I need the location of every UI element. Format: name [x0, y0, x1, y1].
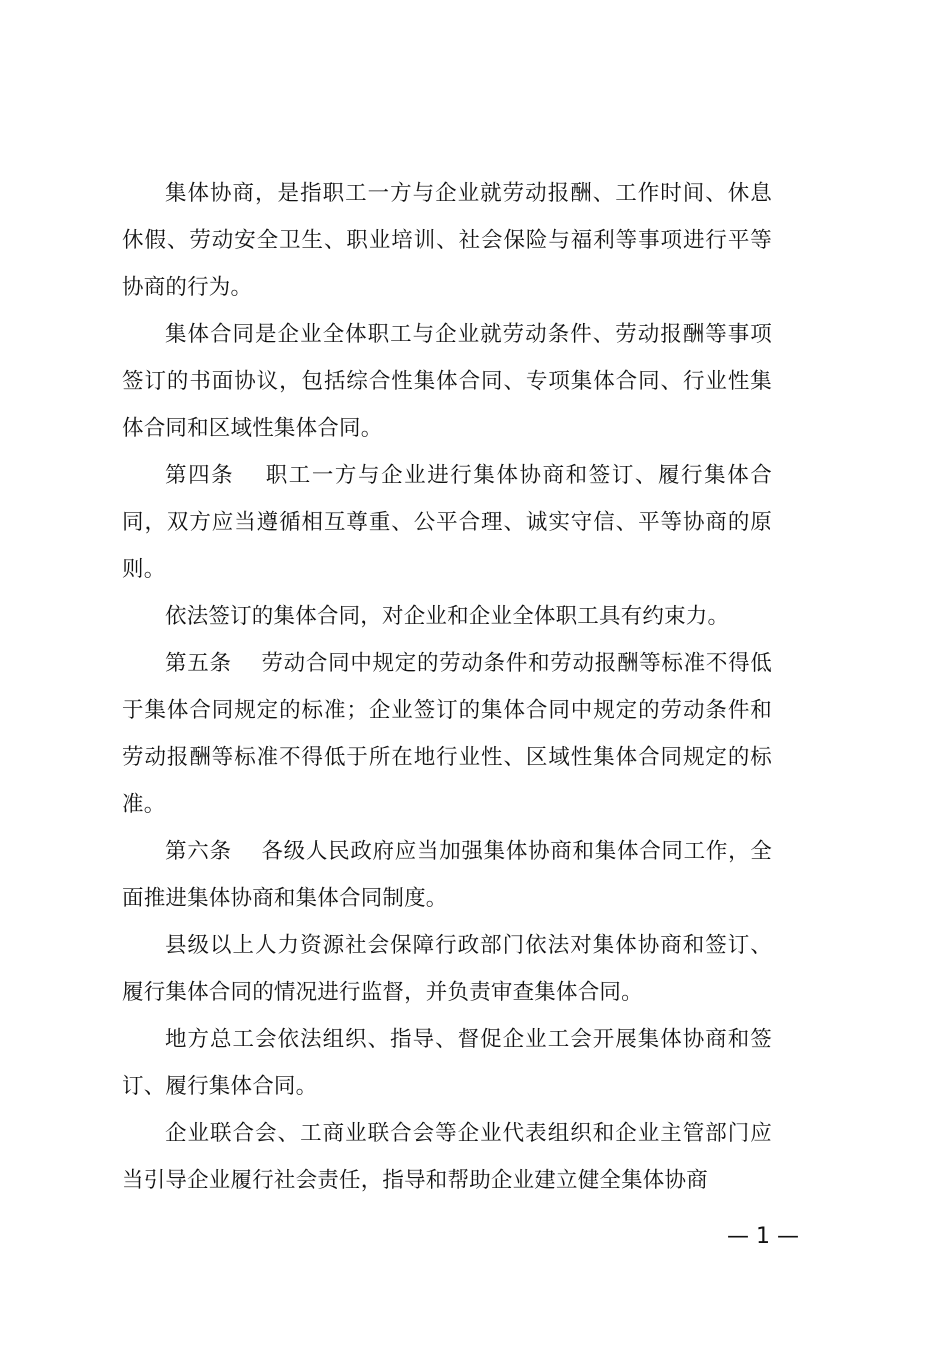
page-number: — 1 —: [727, 1224, 799, 1249]
paragraph-article-6: 第六条 各级人民政府应当加强集体协商和集体合同工作，全面推进集体协商和集体合同制度。: [122, 839, 772, 911]
paragraph-2: 集体合同是企业全体职工与企业就劳动条件、劳动报酬等事项签订的书面协议，包括综合性集体合同、专项集体合同、行业性集体合同和区域性集体合同。: [122, 322, 772, 441]
paragraph-article-4: 第四条 职工一方与企业进行集体协商和签订、履行集体合同，双方应当遵循相互尊重、公平合理、诚实守信、平等协商的原则。: [122, 463, 772, 582]
paragraph-1: 集体协商，是指职工一方与企业就劳动报酬、工作时间、休息休假、劳动安全卫生、职业培训、社会保险与福利等事项进行平等协商的行为。: [122, 181, 772, 300]
paragraph-4: 依法签订的集体合同，对企业和企业全体职工具有约束力。: [165, 604, 730, 629]
paragraph-8: 地方总工会依法组织、指导、督促企业工会开展集体协商和签订、履行集体合同。: [122, 1027, 772, 1099]
paragraph-article-5: 第五条 劳动合同中规定的劳动条件和劳动报酬等标准不得低于集体合同规定的标准；企业签订的集体合同中规定的劳动条件和劳动报酬等标准不得低于所在地行业性、区域性集体合同规定的标准。: [122, 651, 772, 817]
paragraph-9: 企业联合会、工商业联合会等企业代表组织和企业主管部门应当引导企业履行社会责任，指导和帮助企业建立健全集体协商: [122, 1121, 772, 1193]
paragraph-7: 县级以上人力资源社会保障行政部门依法对集体协商和签订、履行集体合同的情况进行监督，并负责审查集体合同。: [122, 933, 772, 1005]
document-body: [122, 170, 772, 1204]
